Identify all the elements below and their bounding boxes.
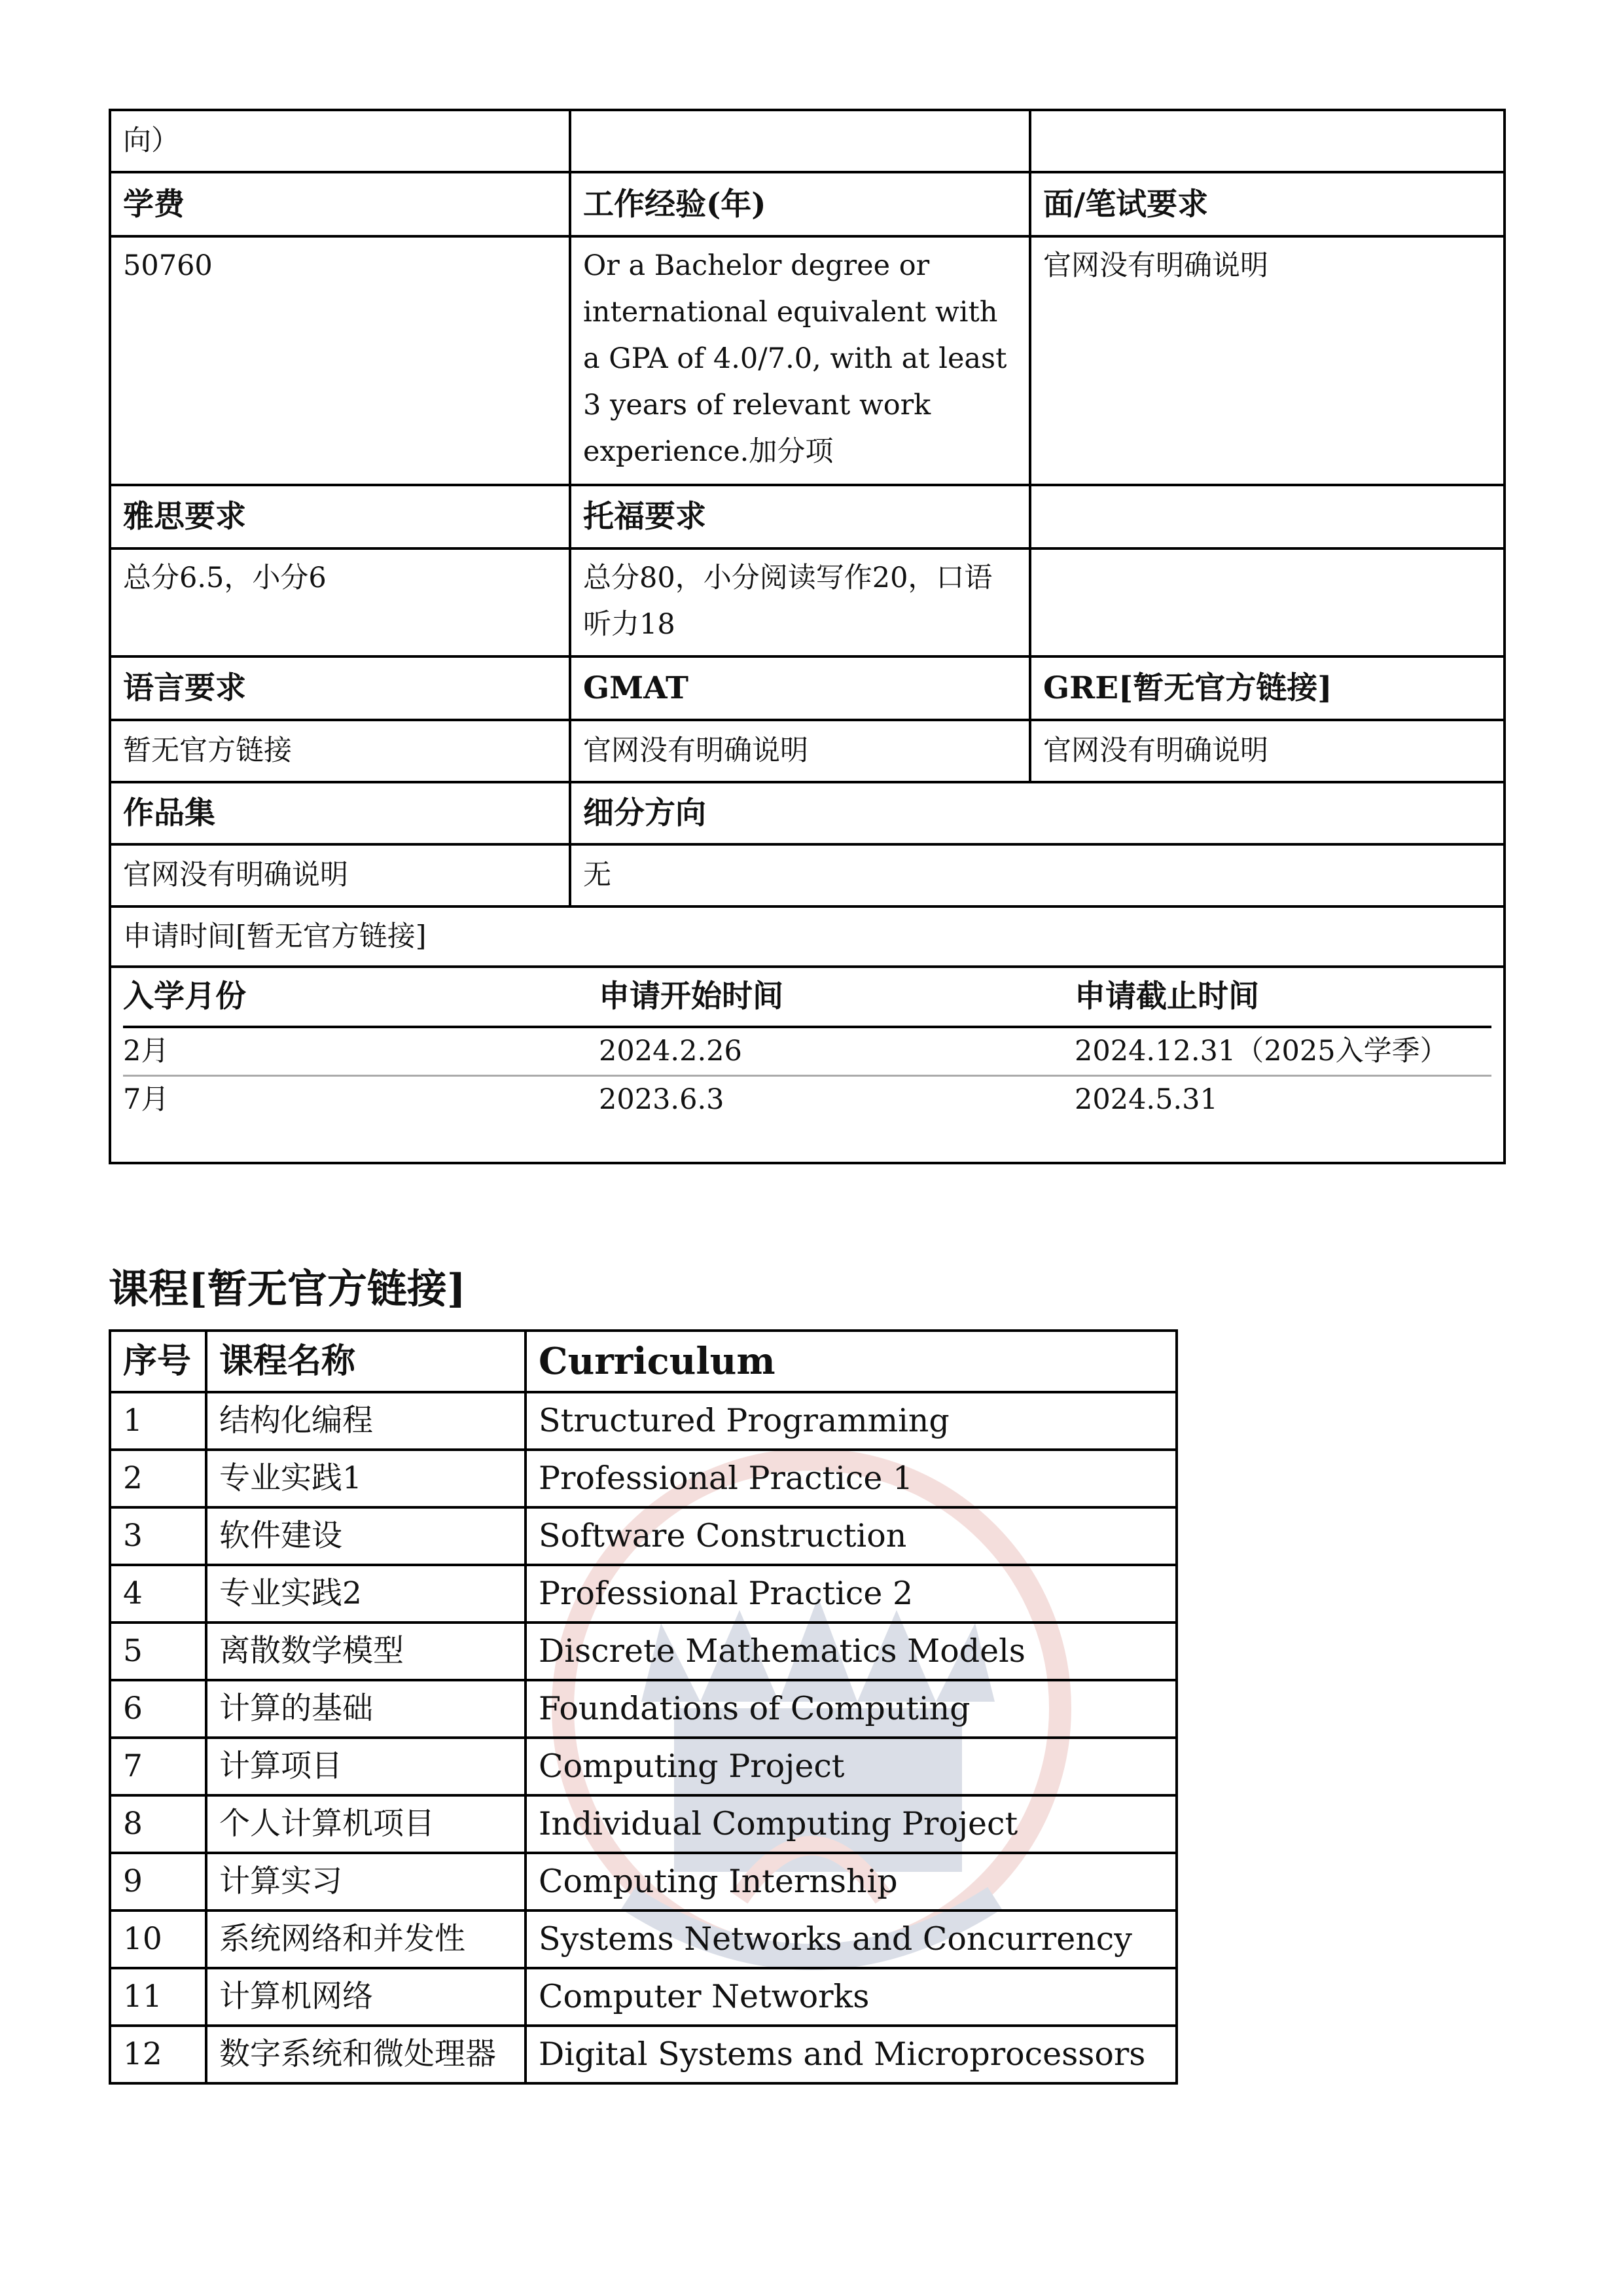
course-name-en: Digital Systems and Microprocessors — [526, 2026, 1177, 2083]
application-start: 2024.2.26 — [599, 1027, 1075, 1076]
course-number: 1 — [110, 1392, 206, 1450]
application-deadline: 2024.12.31（2025入学季） — [1075, 1027, 1491, 1076]
value-row — [110, 236, 1505, 485]
course-number: 6 — [110, 1680, 206, 1738]
course-name-cn: 计算机网络 — [206, 1968, 526, 2026]
table-row — [110, 1795, 1177, 1853]
tuition-value: 50760 — [110, 236, 570, 485]
course-name-en: Software Construction — [526, 1507, 1177, 1565]
application-deadline: 2024.5.31 — [1075, 1083, 1218, 1116]
application-start-header: 申请开始时间 — [599, 968, 1075, 1027]
application-data-row — [123, 1076, 1491, 1124]
work-experience-header: 工作经验(年) — [570, 172, 1030, 236]
table-row — [110, 1507, 1177, 1565]
table-row — [110, 1968, 1177, 2026]
course-number: 8 — [110, 1795, 206, 1853]
gmat-value: 官网没有明确说明 — [570, 720, 1030, 782]
tuition-header: 学费 — [110, 172, 570, 236]
course-name-cn: 结构化编程 — [206, 1392, 526, 1450]
course-number: 4 — [110, 1565, 206, 1623]
course-name-cn: 专业实践2 — [206, 1565, 526, 1623]
course-number-header: 序号 — [110, 1331, 206, 1392]
course-number: 9 — [110, 1853, 206, 1910]
requirements-table — [109, 109, 1506, 1164]
course-name-en: Systems Networks and Concurrency — [526, 1910, 1177, 1968]
course-name-cn: 数字系统和微处理器 — [206, 2026, 526, 2083]
course-number: 12 — [110, 2026, 206, 2083]
application-month: 7月 — [123, 1083, 169, 1116]
table-row — [110, 1680, 1177, 1738]
course-number: 10 — [110, 1910, 206, 1968]
application-start: 2023.6.3 — [599, 1083, 724, 1116]
language-header: 语言要求 — [110, 656, 570, 720]
application-row — [110, 967, 1505, 1163]
header-row — [110, 782, 1505, 844]
table-row — [110, 1565, 1177, 1623]
table-row — [110, 1910, 1177, 1968]
application-header-row — [123, 968, 1491, 1027]
gre-value: 官网没有明确说明 — [1030, 720, 1505, 782]
course-number: 5 — [110, 1623, 206, 1680]
course-name-en: Structured Programming — [526, 1392, 1177, 1450]
value-row — [110, 844, 1505, 906]
course-number: 2 — [110, 1450, 206, 1507]
language-value: 暂无官方链接 — [110, 720, 570, 782]
course-name-en: Individual Computing Project — [526, 1795, 1177, 1853]
toefl-value: 总分80，小分阅读写作20，口语听力18 — [570, 548, 1030, 656]
course-number: 11 — [110, 1968, 206, 2026]
course-name-en: Professional Practice 1 — [526, 1450, 1177, 1507]
interview-header: 面/笔试要求 — [1030, 172, 1505, 236]
header-row — [110, 172, 1505, 236]
application-data-row — [123, 1027, 1491, 1076]
course-name-cn: 计算项目 — [206, 1738, 526, 1795]
course-name-en: Foundations of Computing — [526, 1680, 1177, 1738]
course-name-cn: 个人计算机项目 — [206, 1795, 526, 1853]
work-experience-value: Or a Bachelor degree or international equivalent with a GPA of 4.0/7.0, with at least 3 years of relevant work experience.加分项 — [570, 236, 1030, 485]
value-row — [110, 548, 1505, 656]
direction-value: 无 — [570, 844, 1505, 906]
course-header-row — [110, 1331, 1177, 1392]
course-section-heading: 课程[暂无官方链接] — [109, 1266, 466, 1312]
header-row — [110, 485, 1505, 548]
application-month-header: 入学月份 — [123, 968, 599, 1027]
table-row — [110, 1738, 1177, 1795]
course-table — [109, 1329, 1178, 2085]
table-row — [110, 1392, 1177, 1450]
course-number: 7 — [110, 1738, 206, 1795]
course-name-en: Professional Practice 2 — [526, 1565, 1177, 1623]
application-month: 2月 — [123, 1027, 599, 1076]
toefl-header: 托福要求 — [570, 485, 1030, 548]
ielts-value: 总分6.5，小分6 — [110, 548, 570, 656]
course-name-cn: 离散数学模型 — [206, 1623, 526, 1680]
application-title-row — [110, 906, 1505, 967]
table-row — [110, 2026, 1177, 2083]
course-name-cn: 系统网络和并发性 — [206, 1910, 526, 1968]
continued-text: 向） — [110, 110, 570, 172]
table-row — [110, 1623, 1177, 1680]
course-name-en: Discrete Mathematics Models — [526, 1623, 1177, 1680]
course-name-header: 课程名称 — [206, 1331, 526, 1392]
interview-value: 官网没有明确说明 — [1030, 236, 1505, 485]
course-name-cn: 计算的基础 — [206, 1680, 526, 1738]
course-name-en: Computing Internship — [526, 1853, 1177, 1910]
curriculum-header: Curriculum — [526, 1331, 1177, 1392]
course-name-cn: 专业实践1 — [206, 1450, 526, 1507]
table-row — [110, 1853, 1177, 1910]
course-name-en: Computer Networks — [526, 1968, 1177, 2026]
portfolio-header: 作品集 — [110, 782, 570, 844]
gre-header: GRE[暂无官方链接] — [1030, 656, 1505, 720]
direction-header: 细分方向 — [570, 782, 1505, 844]
course-name-cn: 计算实习 — [206, 1853, 526, 1910]
ielts-header: 雅思要求 — [110, 485, 570, 548]
course-name-cn: 软件建设 — [206, 1507, 526, 1565]
application-title: 申请时间[暂无官方链接] — [110, 906, 1505, 967]
value-row — [110, 720, 1505, 782]
course-number: 3 — [110, 1507, 206, 1565]
table-row — [110, 1450, 1177, 1507]
portfolio-value: 官网没有明确说明 — [110, 844, 570, 906]
continued-row — [110, 110, 1505, 172]
header-row — [110, 656, 1505, 720]
application-table — [123, 968, 1491, 1123]
application-deadline-header: 申请截止时间 — [1075, 968, 1491, 1027]
course-name-en: Computing Project — [526, 1738, 1177, 1795]
gmat-header: GMAT — [570, 656, 1030, 720]
